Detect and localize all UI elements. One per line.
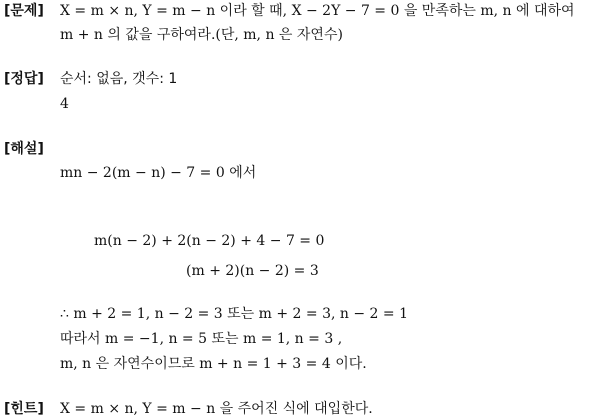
solution-line3: ∴ m + 2 = 1, n − 2 = 3 또는 m + 2 = 3, n − 2 = 1 — [60, 306, 408, 322]
hint-text: X = m × n, Y = m − n 을 주어진 식에 대입한다. — [60, 401, 373, 417]
answer-label: [정답] — [4, 71, 44, 87]
solution-equation2: (m + 2)(n − 2) = 3 — [186, 263, 319, 279]
hint-label: [힌트] — [4, 401, 44, 417]
solution-line5: m, n 은 자연수이므로 m + n = 1 + 3 = 4 이다. — [60, 356, 367, 372]
problem-text-line2: m + n 의 값을 구하여라.(단, m, n 은 자연수) — [60, 27, 343, 43]
answer-value: 4 — [60, 96, 69, 112]
problem-label: [문제] — [4, 3, 44, 19]
problem-text-line1: X = m × n, Y = m − n 이라 할 때, X − 2Y − 7 = 0 을 만족하는 m, n 에 대하여 — [60, 3, 575, 19]
solution-label: [해설] — [4, 141, 44, 157]
solution-line1: mn − 2(m − n) − 7 = 0 에서 — [60, 165, 257, 181]
answer-order-count: 순서: 없음, 갯수: 1 — [60, 71, 178, 87]
solution-line4: 따라서 m = −1, n = 5 또는 m = 1, n = 3 , — [60, 331, 343, 347]
solution-equation1: m(n − 2) + 2(n − 2) + 4 − 7 = 0 — [94, 233, 325, 249]
